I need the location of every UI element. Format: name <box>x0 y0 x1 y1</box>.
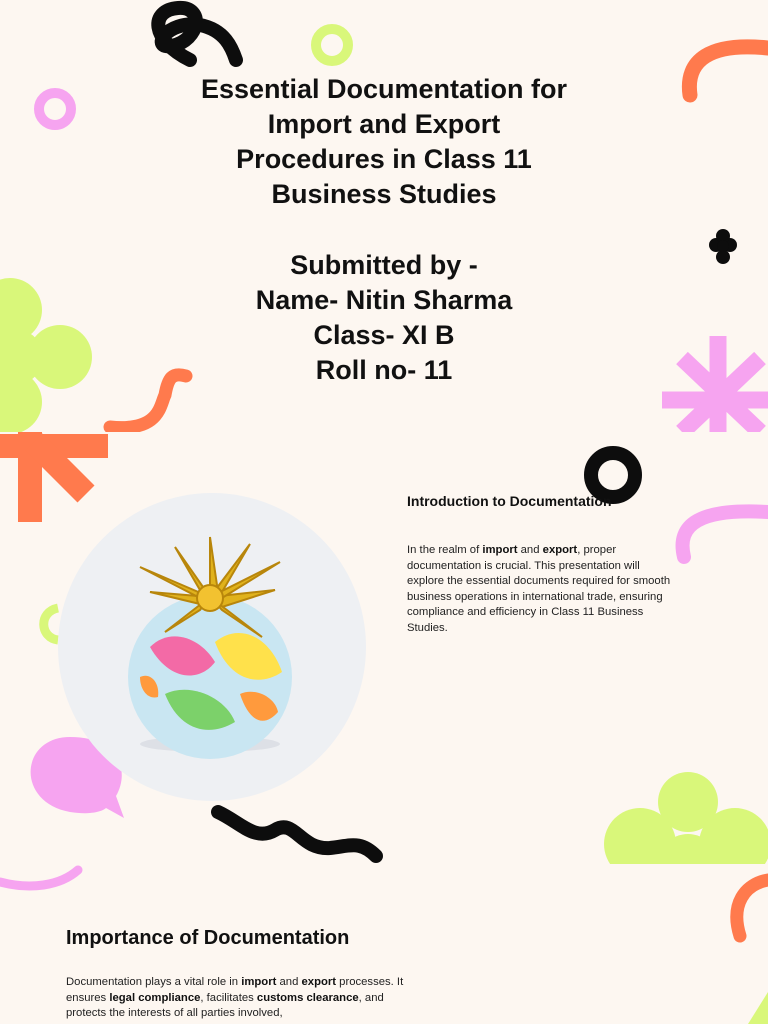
presentation-title <box>110 72 658 212</box>
text-run: Documentation plays a vital role in <box>66 976 242 988</box>
slide2-decorations <box>0 432 768 864</box>
lime-flower-shape <box>0 278 92 432</box>
lime-partial-ring-shape <box>44 608 58 640</box>
title-line: Business Studies <box>271 179 497 209</box>
orange-burst-shape <box>0 432 108 522</box>
lime-flower-shape <box>604 772 768 864</box>
title-line: Import and Export <box>267 109 501 139</box>
importance-paragraph <box>66 975 426 1022</box>
text-run: and <box>517 544 543 556</box>
lime-ring-shape <box>316 29 348 61</box>
importance-heading: Importance of Documentation <box>66 927 350 949</box>
title-slide <box>0 0 768 432</box>
orange-arc-shape <box>689 47 768 95</box>
title-line: Essential Documentation for <box>200 74 568 104</box>
bold-term: import <box>241 976 277 988</box>
bold-term: import <box>482 544 518 556</box>
black-squiggle-shape <box>158 8 236 60</box>
introduction-slide <box>0 432 768 864</box>
submitted-by-label: Submitted by - <box>290 250 478 280</box>
text-run: processes. It ensures <box>66 976 404 1004</box>
introduction-heading: Introduction to Documentation <box>407 493 612 509</box>
orange-hook-shape <box>737 880 768 936</box>
text-run: In the realm of <box>407 544 483 556</box>
student-name: Name- Nitin Sharma <box>255 285 513 315</box>
bold-term: export <box>301 976 337 988</box>
pink-asterisk-shape <box>662 336 768 432</box>
introduction-paragraph <box>407 543 672 636</box>
black-clover-shape <box>709 229 737 264</box>
submitter-block <box>110 248 658 388</box>
bold-term: legal compliance <box>109 991 201 1004</box>
black-ring-shape <box>591 453 635 497</box>
lime-corner-shape <box>748 992 768 1024</box>
black-wavy-line-shape <box>218 812 376 856</box>
student-roll-number: Roll no- 11 <box>315 355 453 385</box>
text-run: , proper documentation is crucial. This presentation will explore the essential documents required for smooth business operations in international trade, ensuring compliance and efficiency in Class 11 Business Studies. <box>407 544 671 634</box>
text-run: and <box>276 976 302 988</box>
bold-term: customs clearance <box>256 991 359 1004</box>
bold-term: export <box>542 544 578 556</box>
pink-curve-shape <box>0 870 78 886</box>
text-run: , and protects the interests of all parties involved, <box>66 991 384 1019</box>
student-class: Class- XI B <box>313 320 455 350</box>
text-run: , facilitates <box>200 991 257 1004</box>
pink-arc-shape <box>683 511 768 557</box>
pink-ring-shape <box>39 93 71 125</box>
importance-slide <box>0 864 768 1024</box>
title-line: Procedures in Class 11 <box>236 144 532 174</box>
